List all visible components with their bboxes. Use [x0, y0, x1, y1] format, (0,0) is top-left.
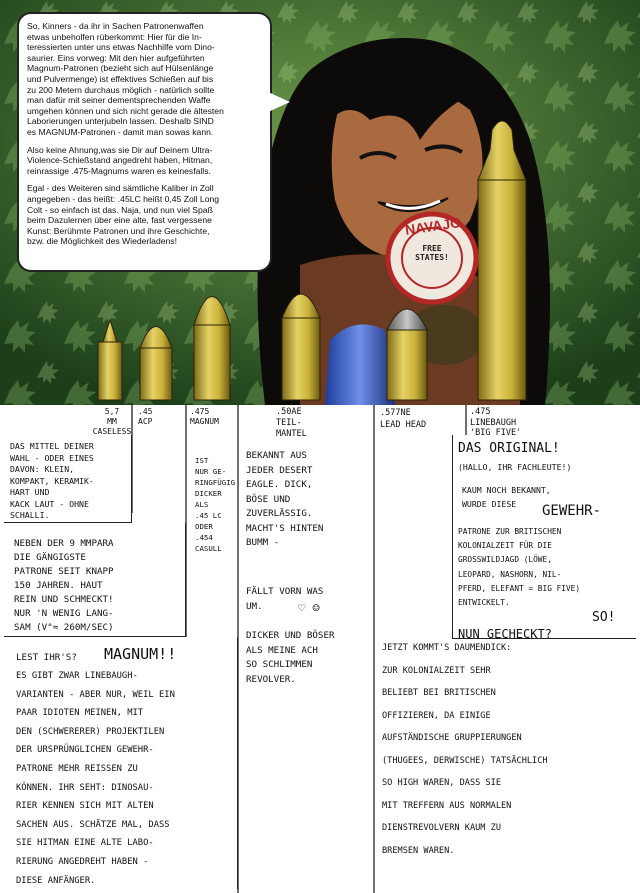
- comic-panel: [0, 0, 640, 405]
- note-caseless: DAS MITTEL DEINER WAHL - ODER EINES DAVON: KLEIN, KOMPAKT, KERAMIK- HART UND KACK LAUT - OHNE SCHALLI.: [10, 441, 94, 520]
- note-magnum-q-head: LEST IHR'S?: [16, 652, 77, 663]
- caption-5-7mm: 5,7 MM CASELESS: [92, 407, 132, 436]
- note-acp: NEBEN DER 9 MMPARA DIE GÄNGIGSTE PATRONE SEIT KNAPP 150 JAHREN. HAUT REIN UND SCHMECKT! NUR 'N WENIG LANG- SAM (V°≈ 260M/SEC): [14, 538, 114, 633]
- caption-45-acp: .45 ACP: [138, 407, 153, 426]
- caption-475-linebaugh: .475 LINEBAUGH 'BIG FIVE': [470, 407, 522, 438]
- caption-475-magnum: .475 MAGNUM: [190, 407, 219, 426]
- badge-title: NAVAJO: [404, 214, 462, 238]
- note-50ae-middle: FÄLLT VORN WAS UM.: [246, 586, 324, 612]
- note-magnum-q-body: ES GIBT ZWAR LINEBAUGH- VARIANTEN - ABER NUR, WEIL EIN PAAR IDIOTEN MEINEN, MIT DEN (SCHWERERER) PROJEKTILEN DER URSPRÜNGLICHEN GEWEHR- PATRONE MEHR REISSEN ZU KÖNNEN. IHR SEHT: DINOSAU- RIER KENNEN SICH MIT ALTEN SACHEN AUS. SCHÄTZE MAL, DASS SIE HITMAN EINE ALTE LABO- RIERUNG ANGEDREHT HABEN - DIESE ANFÄNGER.: [16, 671, 175, 886]
- note-linebaugh-body: PATRONE ZUR BRITISCHEN KOLONIALZEIT FÜR DIE GROSSWILDJAGD (LÖWE, LEOPARD, NASHORN, NIL- PFERD, ELEFANT = BIG FIVE) ENTWICKELT.: [458, 527, 581, 608]
- note-linebaugh-so: SO!: [592, 610, 616, 625]
- note-linebaugh-big: GEWEHR-: [542, 503, 602, 519]
- speech-paragraph-3: Egal - des Weiteren sind sämtliche Kaliber in Zoll angegeben - das heißt: .45LC heißt 0,45 Zoll Long Colt - so einfach ist das. Naja, und nun viel Spaß beim Dazulernen über eine alte, fast vergessene Kunst: Berühmte Patronen und ihre Geschichte, bzw. die Möglichkeit des Wiederladens!: [27, 183, 220, 247]
- note-50ae-symbols: ♡ ☺: [298, 601, 320, 615]
- note-linebaugh-end: NUN GECHECKT?: [458, 627, 552, 641]
- speech-bubble-tail: [268, 92, 290, 112]
- note-linebaugh-intro: KAUM NOCH BEKANNT, WURDE DIESE: [462, 485, 551, 509]
- note-magnum: IST NUR GE- RINGFÜGIG DICKER ALS .45 LC ODER .454 CASULL: [195, 456, 236, 553]
- badge-center-text: FREE STATES!: [415, 244, 449, 262]
- notes-area: [0, 405, 640, 893]
- note-50ae-end: DICKER UND BÖSER ALS MEINE ACH SO SCHLIMMEN REVOLVER.: [246, 630, 335, 685]
- speech-bubble: [17, 12, 272, 272]
- note-magnum-q-big: MAGNUM!!: [104, 645, 177, 663]
- caption-577-ne: .577NE LEAD HEAD: [380, 408, 427, 430]
- speech-paragraph-2: Also keine Ahnung,was sie Dir auf Deinem Ultra- Violence-Schießstand angedreht haben, Hitman, reinrassige .475-Magnums waren es keinesfalls.: [27, 144, 213, 176]
- caption-50-ae: .50AE TEIL- MANTEL: [276, 407, 307, 439]
- note-linebaugh-head: DAS ORIGINAL!: [458, 441, 560, 456]
- speech-paragraph-1: So, Kinners - da ihr in Sachen Patronenwaffen etwas unbeholfen rüberkommt: Hier für die In- teressierten unter uns etwas Nachhilfe vom Dino- saurier. Eins vorweg: Mit den hier aufgeführten Magnum-Patronen (bezieht sich auf Hülsenlänge und Pulvermenge) ist effektives Schießen auf bis zu 200 Metern durchaus möglich - natürlich sollte man dafür mit seiner dementsprechenden Waffe umgehen können und sich nicht gerade die ältesten Laborierungen unterjubeln lassen. Deshalb SIND es MAGNUM-Patronen - damit man sowas kann.: [27, 21, 224, 137]
- note-50ae-main: BEKANNT AUS JEDER DESERT EAGLE. DICK, BÖSE UND ZUVERLÄSSIG. MACHT'S HINTEN BUMM -: [246, 450, 324, 548]
- note-linebaugh-sub: (HALLO, IHR FACHLEUTE!): [458, 462, 572, 472]
- note-daumendick: JETZT KOMMT'S DAUMENDICK: ZUR KOLONIALZEIT SEHR BELIEBT BEI BRITISCHEN OFFIZIEREN, DA EINIGE AUFSTÄNDISCHE GRUPPIERUNGEN (THUGEES, DERWISCHE) TATSÄCHLICH SO HIGH WAREN, DASS SIE MIT TREFFERN AUS NORMALEN DIENSTREVOLVERN KAUM ZU BREMSEN WAREN.: [382, 643, 548, 856]
